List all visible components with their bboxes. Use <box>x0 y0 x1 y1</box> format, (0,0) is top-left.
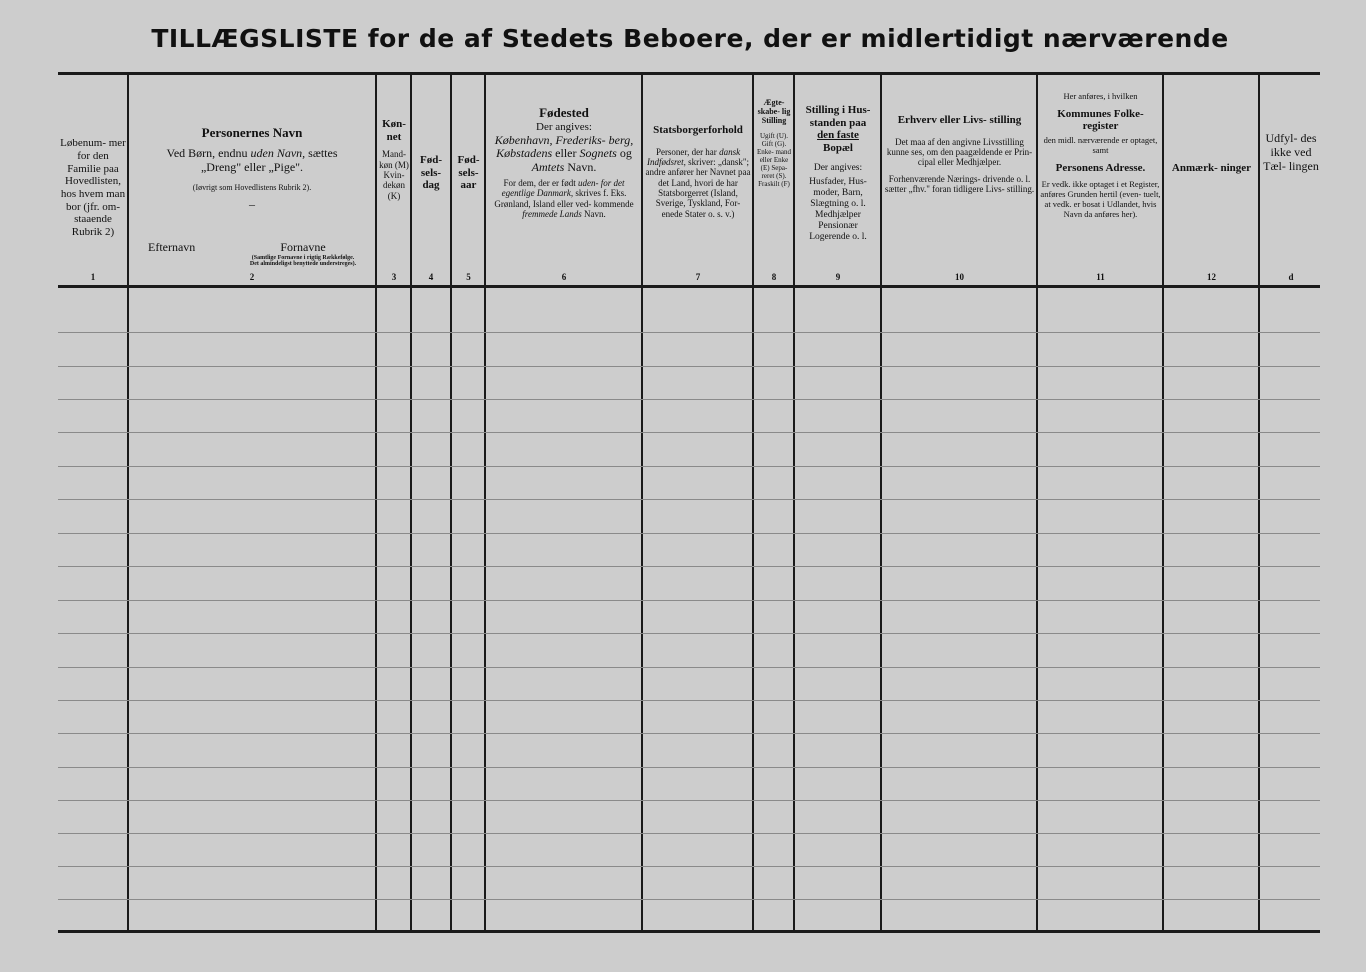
col2-subheaders <box>148 240 358 268</box>
row-rule <box>58 366 1320 367</box>
col1-header <box>58 80 128 276</box>
col6-block <box>488 134 640 175</box>
col12-number: 12 <box>1207 272 1216 282</box>
efternavn-label: Efternavn <box>148 240 196 254</box>
col8-number: 8 <box>771 272 777 282</box>
row-rule <box>58 332 1320 333</box>
fornavne-note: (Samtlige Fornavne i rigtig Rækkefølge. Det almindeligst benyttede understreges). <box>249 255 357 268</box>
col2-line1-it: uden Navn, <box>250 145 306 160</box>
col2-line1 <box>167 147 338 161</box>
bottom-rule <box>58 930 1320 933</box>
col4-number: 4 <box>428 272 434 282</box>
row-rule <box>58 899 1320 900</box>
row-rule <box>58 667 1320 668</box>
col11-line3: Er vedk. ikke optaget i et Register, anføres Grunden hertil (even- tuelt, at vedk. er bosat i Udlandet, hvis Navn da anføres her). <box>1040 179 1161 219</box>
col10-line1: Det maa af den angivne Livsstilling kunne ses, om den paagældende er Prin- cipal eller Medhjælper. <box>886 136 1033 168</box>
col11-heading1: Kommunes Folke- register <box>1057 107 1144 133</box>
col6-it2: Sognets <box>579 146 617 161</box>
cold-number: d <box>1288 272 1294 282</box>
col6-header <box>486 80 642 276</box>
col5-heading: Fød- sels- aar <box>457 154 480 192</box>
col11-heading2: Personens Adresse. <box>1055 161 1146 174</box>
col7-text1: Personer, der har <box>655 146 717 157</box>
form-title: TILLÆGSLISTE for de af Stedets Beboere, der er midlertidigt nærværende <box>151 24 1229 53</box>
col9-line1: Der angives: <box>813 162 863 173</box>
col4-header <box>412 80 450 276</box>
row-rule <box>58 733 1320 734</box>
row-rule <box>58 866 1320 867</box>
col6-line7: Navn. <box>583 209 606 219</box>
col6-it1: København, Frederiks- berg, Købstadens <box>494 132 634 161</box>
col6-it3: Amtets <box>531 160 565 175</box>
col10-line2: Forhenværende Nærings- drivende o. l. sætter „fhv." foran tidligere Livs- stilling. <box>884 173 1035 195</box>
col9-heading1: Stilling i Hus- standen paa <box>805 104 871 129</box>
col5-header <box>452 80 485 276</box>
row-rule <box>58 800 1320 801</box>
col7-number: 7 <box>695 272 701 282</box>
col12-header <box>1164 80 1259 276</box>
col3-header <box>377 80 411 276</box>
col2-line3: (Iøvrigt som Hovedlistens Rubrik 2). <box>192 182 312 192</box>
col2-heading: Personernes Navn <box>201 125 303 140</box>
col3-text: Mand- køn (M) Kvin- dekøn (K) <box>379 149 409 201</box>
col6-it6: fremmede Lands <box>522 209 582 219</box>
col9-header <box>795 80 881 276</box>
row-rule <box>58 767 1320 768</box>
col6-block2 <box>488 178 640 219</box>
col4-heading: Fød- sels- dag <box>420 154 442 192</box>
col11-number: 11 <box>1096 272 1105 282</box>
col6-heading: Fødested <box>539 105 589 120</box>
col9-number: 9 <box>835 272 841 282</box>
col3-number: 3 <box>391 272 397 282</box>
col8-header <box>754 80 794 276</box>
col3-heading: Køn- net <box>382 118 406 143</box>
col1-text: Løbenum- mer for den Familie paa Hovedlisten, hos hvem man bor (jfr. om- staaende Rubrik 2) <box>60 137 126 238</box>
row-rule <box>58 600 1320 601</box>
col2-line2: „Dreng" eller „Pige". <box>200 159 304 174</box>
col6-line1: Der angives: <box>536 120 592 133</box>
col1-number: 1 <box>90 272 96 282</box>
row-rule <box>58 633 1320 634</box>
row-rule <box>58 833 1320 834</box>
col7-header <box>643 80 753 276</box>
cold-header <box>1260 80 1322 276</box>
row-rule <box>58 533 1320 534</box>
col6-line4: Navn. <box>567 160 597 175</box>
col10-header <box>882 80 1037 276</box>
col2-line1-a: Ved Børn, endnu <box>166 145 248 160</box>
col7-block <box>645 147 751 219</box>
fornavne-block <box>248 240 358 268</box>
col11-line1: Her anføres, i hvilken <box>1063 91 1138 101</box>
col11-line2: den midl. nærværende er optaget, samt <box>1043 135 1158 155</box>
col11-header <box>1038 80 1163 276</box>
col6-number: 6 <box>561 272 567 282</box>
row-rule <box>58 700 1320 701</box>
col6-line2: eller <box>555 146 577 161</box>
header-bottom-rule <box>58 285 1320 288</box>
col9-line2: Husfader, Hus- moder, Barn, Slægtning o. l. Medhjælper Pensionær Logerende o. l. <box>809 177 867 243</box>
col10-heading: Erhverv eller Livs- stilling <box>897 114 1022 126</box>
col8-text: Ugift (U). Gift (G). Enke- mand eller Enke (E) Sepa- reret (S). Fraskilt (F) <box>756 131 791 188</box>
row-rule <box>58 566 1320 567</box>
cold-text: Udfyl- des ikke ved Tæl- lingen <box>1263 131 1319 173</box>
col12-heading: Anmærk- ninger <box>1171 162 1252 174</box>
col7-text2: skriver: „dansk"; andre anfører her Navnet paa det Land, hvori de har Statsborgerret (Island, Sverige, Tyskland, For- enede Stater o. s. v.) <box>645 156 751 219</box>
col5-number: 5 <box>466 272 471 282</box>
col2-number: 2 <box>249 272 255 282</box>
col6-line5: For dem, der er født <box>503 177 576 188</box>
col6-it5: uden- for det egentlige Danmark, <box>501 177 625 199</box>
row-rule <box>58 432 1320 433</box>
row-rule <box>58 499 1320 500</box>
col9-heading2: Bopæl <box>823 141 853 154</box>
col6-line6: skrives f. Eks. Grønland, Island eller ved- kommende <box>494 188 634 209</box>
col9-heading-u: den faste <box>817 129 859 142</box>
fornavne-label: Fornavne <box>280 240 326 254</box>
col2-line1-end: sættes <box>308 145 338 160</box>
col8-heading: Ægte- skabe- lig Stilling <box>757 98 791 126</box>
row-rule <box>58 399 1320 400</box>
col7-heading: Statsborgerforhold <box>653 124 743 136</box>
top-rule <box>58 72 1320 75</box>
row-rule <box>58 466 1320 467</box>
col6-line3: og <box>619 146 632 161</box>
col10-number: 10 <box>955 272 964 282</box>
col2-dash: – <box>249 196 255 211</box>
col7-it1: dansk Indfødsret, <box>646 146 741 167</box>
